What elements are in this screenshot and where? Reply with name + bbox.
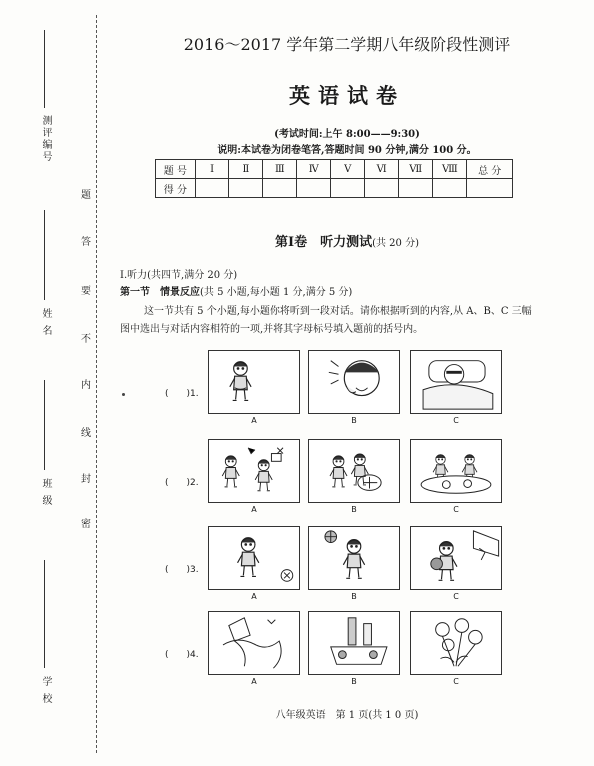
score-cell[interactable] — [229, 179, 263, 198]
seal-char: 密 — [81, 519, 91, 530]
score-column-header: 总 分 — [467, 160, 513, 179]
score-cell[interactable] — [331, 179, 365, 198]
option-picture[interactable] — [308, 439, 400, 503]
section-title — [100, 231, 594, 250]
subsection-note: (共 5 小题,每小题 1 分,满分 5 分) — [200, 287, 353, 298]
option-label: A — [251, 505, 257, 514]
option-picture[interactable] — [308, 526, 400, 590]
evaluator-number-line[interactable] — [44, 30, 45, 108]
score-cell[interactable] — [195, 179, 229, 198]
evaluator-number-label: 测评编号 — [40, 115, 51, 163]
answer-bracket[interactable]: ( )1. — [165, 389, 199, 399]
score-column-header: Ⅵ — [365, 160, 399, 179]
score-column-header: Ⅰ — [195, 160, 229, 179]
boy-basketball-illustration — [309, 527, 399, 589]
score-cell[interactable] — [263, 179, 297, 198]
score-column-header: Ⅷ — [433, 160, 467, 179]
score-column-header: Ⅳ — [297, 160, 331, 179]
score-cell[interactable] — [365, 179, 399, 198]
kite-drawing-illustration — [209, 612, 299, 674]
boy-kicking-football-illustration — [209, 527, 299, 589]
answer-bracket[interactable]: ( )3. — [165, 565, 199, 575]
option-picture[interactable] — [410, 526, 502, 590]
score-column-header: Ⅲ — [263, 160, 297, 179]
exam-time: (考试时间:上午 8:00——9:30) — [274, 129, 420, 140]
sick-in-bed-illustration — [411, 351, 501, 413]
stray-dot — [122, 393, 125, 396]
subsection-heading — [120, 285, 352, 300]
score-column-header: Ⅱ — [229, 160, 263, 179]
kids-at-table-illustration — [411, 440, 501, 502]
seal-char: 要 — [81, 286, 91, 297]
score-cell[interactable] — [467, 179, 513, 198]
kids-fireworks-illustration — [209, 440, 299, 502]
option-label: C — [453, 416, 459, 425]
option-picture[interactable] — [208, 350, 300, 414]
score-header-row — [156, 160, 513, 179]
option-label: A — [251, 677, 257, 686]
section-title-score: (共 20 分) — [372, 238, 419, 249]
class-line[interactable] — [44, 380, 45, 470]
option-label: C — [453, 505, 459, 514]
option-picture[interactable] — [208, 439, 300, 503]
toothache-boy-illustration — [309, 351, 399, 413]
answer-bracket[interactable]: ( )4. — [165, 650, 199, 660]
option-label: B — [351, 505, 357, 514]
option-label: C — [453, 677, 459, 686]
score-cell[interactable] — [399, 179, 433, 198]
option-label: A — [251, 416, 257, 425]
school-label: 学 校 — [40, 676, 51, 706]
option-label: B — [351, 592, 357, 601]
score-entry-row — [156, 179, 513, 198]
part-heading — [120, 268, 237, 283]
directions-line-1: 这一节共有 5 个小题,每小题你将听到一段对话。请你根据听到的内容,从 A、B、C 三幅 — [144, 306, 532, 317]
option-picture[interactable] — [410, 350, 502, 414]
option-picture[interactable] — [308, 350, 400, 414]
seal-char: 线 — [81, 428, 91, 439]
score-column-header: Ⅶ — [399, 160, 433, 179]
seal-char: 封 — [81, 474, 91, 485]
subsection-title: 第一节 情景反应 — [120, 287, 200, 298]
option-label: A — [251, 592, 257, 601]
score-table — [155, 159, 513, 198]
option-picture[interactable] — [410, 439, 502, 503]
exam-instructions: 说明:本试卷为闭卷笔答,答题时间 90 分钟,满分 100 分。 — [217, 145, 477, 156]
seal-char: 不 — [81, 334, 91, 345]
school-line[interactable] — [44, 560, 45, 668]
option-label: B — [351, 677, 357, 686]
part-note: (共四节,满分 20 分) — [147, 270, 238, 281]
flowers-illustration — [411, 612, 501, 674]
option-picture[interactable] — [410, 611, 502, 675]
seal-line — [96, 15, 97, 753]
class-label: 班 级 — [40, 478, 51, 508]
exam-term-heading: 2016～2017 学年第二学期八年级阶段性测评 — [183, 35, 511, 54]
score-cell[interactable] — [297, 179, 331, 198]
stomachache-boy-illustration — [209, 351, 299, 413]
kids-instruments-illustration — [309, 440, 399, 502]
page-title: 英语试卷 — [289, 84, 405, 108]
section-title-text: 第Ⅰ卷 听力测试 — [275, 235, 373, 250]
name-label: 姓 名 — [40, 308, 51, 338]
part-title: Ⅰ.听力 — [120, 270, 148, 281]
seal-char: 内 — [81, 380, 91, 391]
option-picture[interactable] — [208, 526, 300, 590]
option-picture[interactable] — [308, 611, 400, 675]
directions-line-2: 图中选出与对话内容相符的一项,并将其字母标号填入题前的括号内。 — [120, 324, 424, 335]
option-picture[interactable] — [208, 611, 300, 675]
score-cell[interactable] — [433, 179, 467, 198]
option-label: C — [453, 592, 459, 601]
boy-basketball-hoop-illustration — [411, 527, 501, 589]
option-label: B — [351, 416, 357, 425]
seal-char: 题 — [81, 190, 91, 201]
drinks-and-food-illustration — [309, 612, 399, 674]
name-line[interactable] — [44, 210, 45, 300]
page-footer: 八年级英语 第 1 页(共 1 0 页) — [275, 710, 419, 721]
score-row-label: 得 分 — [156, 179, 196, 198]
score-row-label: 题 号 — [156, 160, 196, 179]
answer-bracket[interactable]: ( )2. — [165, 478, 199, 488]
seal-char: 答 — [81, 237, 91, 248]
score-column-header: Ⅴ — [331, 160, 365, 179]
